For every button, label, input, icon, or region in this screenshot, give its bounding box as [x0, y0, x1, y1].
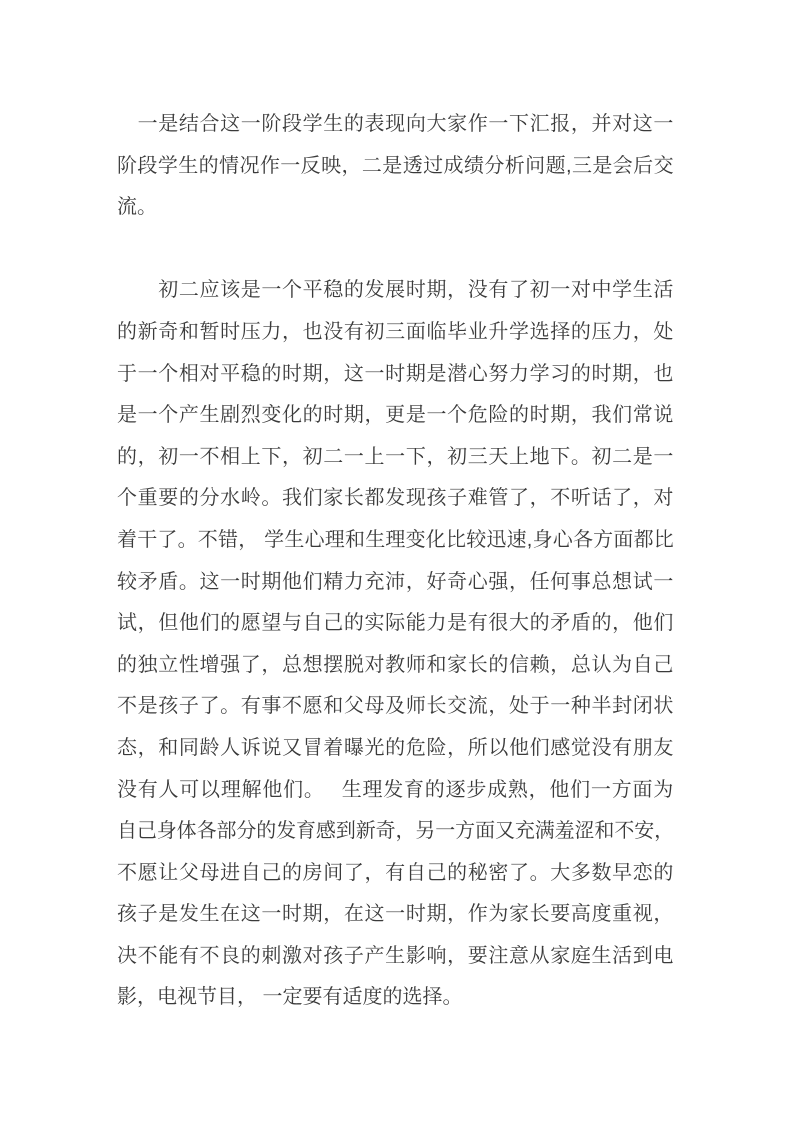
paragraph-line: [117, 395, 674, 437]
paragraph-line: [117, 146, 674, 188]
text-line: 初二应该是一个平稳的发展时期，没有了初一对中学生活: [117, 279, 674, 302]
text-line: 阶段学生的情况作一反映，二是透过成绩分析问题,三是会后交: [117, 154, 674, 177]
text-line: 孩子是发生在这一时期，在这一时期，作为家长要高度重视，: [117, 903, 674, 926]
text-line: 不是孩子了。有事不愿和父母及师长交流，处于一种半封闭状: [117, 695, 674, 718]
paragraph-line: [117, 728, 674, 770]
paragraph-line: [117, 770, 674, 812]
text-line: 的独立性增强了，总想摆脱对教师和家长的信赖，总认为自己: [117, 653, 674, 676]
paragraph-line: [117, 187, 674, 229]
paragraph-line: [117, 478, 674, 520]
text-line: 一是结合这一阶段学生的表现向大家作一下汇报，并对这一: [117, 113, 674, 135]
paragraph-line: [117, 603, 674, 645]
text-line: 的新奇和暂时压力，也没有初三面临毕业升学选择的压力，处: [117, 320, 674, 343]
paragraph-line: [117, 562, 674, 604]
text-line: 态，和同龄人诉说又冒着曝光的危险，所以他们感觉没有朋友: [117, 736, 674, 759]
document-body: [117, 104, 674, 1019]
paragraph-line: [117, 354, 674, 396]
text-line: 流。: [117, 196, 157, 219]
text-line: 于一个相对平稳的时期，这一时期是潜心努力学习的时期，也: [117, 362, 674, 385]
text-line: 较矛盾。这一时期他们精力充沛，好奇心强，任何事总想试一: [117, 570, 674, 593]
text-line: 自己身体各部分的发育感到新奇，另一方面又充满羞涩和不安，: [117, 820, 674, 843]
paragraph-line: [117, 853, 674, 895]
paragraph-line: [117, 104, 674, 146]
paragraph-line: [117, 645, 674, 687]
paragraph: [117, 104, 674, 229]
paragraph-line: [117, 936, 674, 978]
paragraph-line: [117, 894, 674, 936]
paragraph-line: [117, 520, 674, 562]
text-line: 不愿让父母进自己的房间了，有自己的秘密了。大多数早恋的: [117, 861, 674, 884]
text-line: 影，电视节目， 一定要有适度的选择。: [117, 986, 463, 1009]
paragraph-line: [117, 270, 674, 312]
text-line: 没有人可以理解他们。 生理发育的逐步成熟，他们一方面为: [117, 778, 674, 801]
paragraph-line: [117, 312, 674, 354]
paragraph-line: [117, 977, 674, 1019]
paragraph-line: [117, 437, 674, 479]
text-line: 的，初一不相上下，初二一上一下，初三天上地下。初二是一: [117, 445, 674, 468]
text-line: 个重要的分水岭。我们家长都发现孩子难管了，不听话了，对: [117, 487, 674, 510]
text-line: 是一个产生剧烈变化的时期，更是一个危险的时期，我们常说: [117, 404, 674, 427]
paragraph-line: [117, 811, 674, 853]
text-line: 试，但他们的愿望与自己的实际能力是有很大的矛盾的，他们: [117, 612, 674, 635]
text-line: 决不能有不良的刺激对孩子产生影响，要注意从家庭生活到电: [117, 944, 674, 967]
paragraph: [117, 270, 674, 1019]
paragraph-line: [117, 686, 674, 728]
text-line: 着干了。不错， 学生心理和生理变化比较迅速,身心各方面都比: [117, 528, 674, 551]
